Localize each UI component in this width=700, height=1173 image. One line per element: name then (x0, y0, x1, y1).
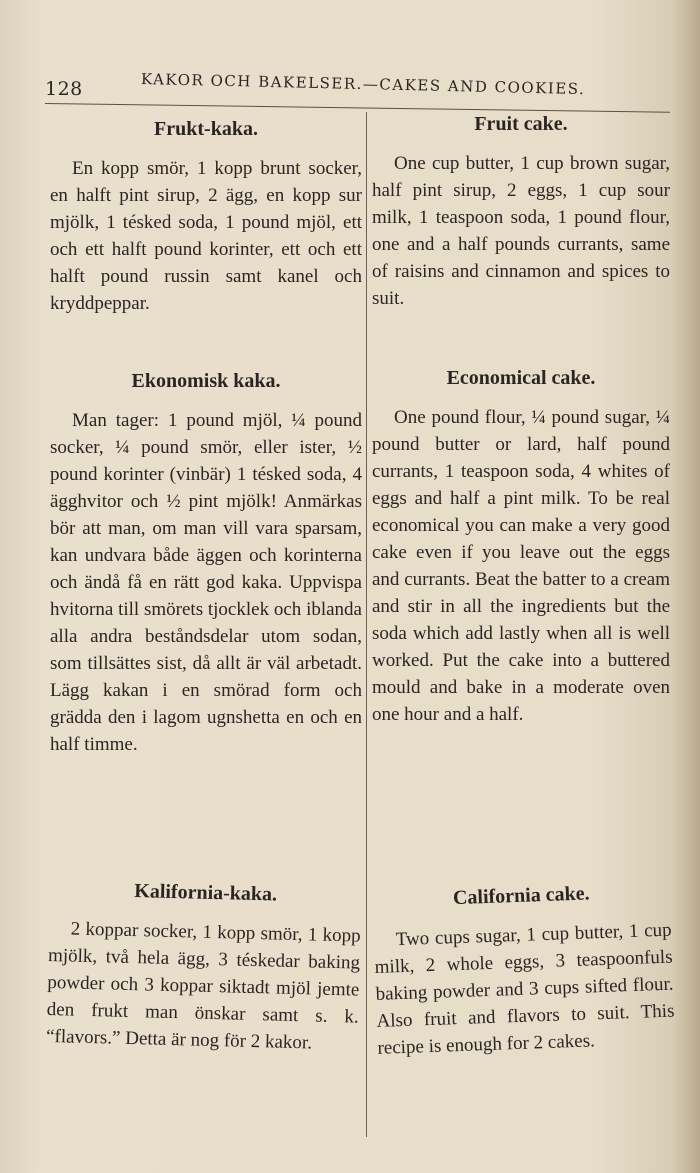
recipe-title: Fruit cake. (474, 113, 568, 135)
recipe-title: Ekonomisk kaka. (131, 370, 281, 392)
page-header (45, 70, 670, 104)
recipe-text: En kopp smör, 1 kopp brunt socker, en halft pint sirup, 2 ägg, en kopp sur mjölk, 1 tésked soda, 1 pound mjöl, ett och ett halft pound korinter, ett och ett halft pound russin samt kanel och kryddpeppar. (50, 158, 362, 314)
header-rule (45, 103, 670, 113)
recipe-title: Frukt-kaka. (154, 118, 258, 140)
recipe-frukt-kaka (50, 118, 362, 317)
recipe-title: Kalifornia-kaka. (134, 880, 278, 906)
recipe-text: One cup butter, 1 cup brown sugar, half pint sirup, 2 eggs, 1 cup sour milk, 1 teaspoon soda, 1 pound flour, one and a half pounds currants, same of raisins and cinnamon and spices to suit. (372, 153, 670, 309)
recipe-fruit-cake (372, 113, 670, 312)
recipe-text: Two cups sugar, 1 cup butter, 1 cup milk, 2 whole eggs, 3 teaspoonfuls baking powder and 3 cups sifted flour. Also fruit and flavors to suit. This recipe is enough for 2 cakes. (374, 919, 675, 1059)
recipe-title: Economical cake. (446, 367, 596, 389)
recipe-ekonomisk-kaka (50, 370, 362, 758)
recipe-economical-cake (372, 367, 670, 728)
recipe-text: 2 koppar socker, 1 kopp smör, 1 kopp mjölk, två hela ägg, 3 téskedar baking powder och 3 koppar siktadt mjöl jemte den frukt man önskar samt s. k. “flavors.” Detta är nog för 2 kakor. (45, 918, 361, 1054)
recipe-kalifornia-kaka (46, 878, 362, 1058)
recipe-california-cake (372, 880, 676, 1062)
recipe-title: California cake. (452, 882, 590, 910)
recipe-text: Man tager: 1 pound mjöl, ¼ pound socker, ¼ pound smör, eller ister, ½ pound korinter (vinbär) 1 tésked soda, 4 ägghvitor och ½ pint mjölk! Anmärkas bör att man, om man vill vara sparsam, kan undvara både äggen och korinterna och ändå få en rätt god kaka. Uppvispa hvitorna till smörets tjocklek och iblanda alla andra beståndsdelar utom sodan, som tillsättes sist, då allt är väl arbetadt. Lägg kakan i en smörad form och grädda den i lagom ugnshetta en och en half timme. (50, 410, 362, 755)
page-number: 128 (45, 78, 83, 100)
column-divider (366, 112, 367, 1137)
recipe-text: One pound flour, ¼ pound sugar, ¼ pound butter or lard, half pound currants, 1 teaspoon soda, 4 whites of eggs and half a pint milk. To be real economical you can make a very good cake even if you leave out the eggs and currants. Beat the batter to a cream and stir in all the ingredients but the soda which add lastly when all is well worked. Put the cake into a buttered mould and bake in a moderate oven one hour and a half. (372, 407, 670, 725)
running-head: KAKOR OCH BAKELSER.—CAKES AND COOKIES. (140, 70, 586, 99)
